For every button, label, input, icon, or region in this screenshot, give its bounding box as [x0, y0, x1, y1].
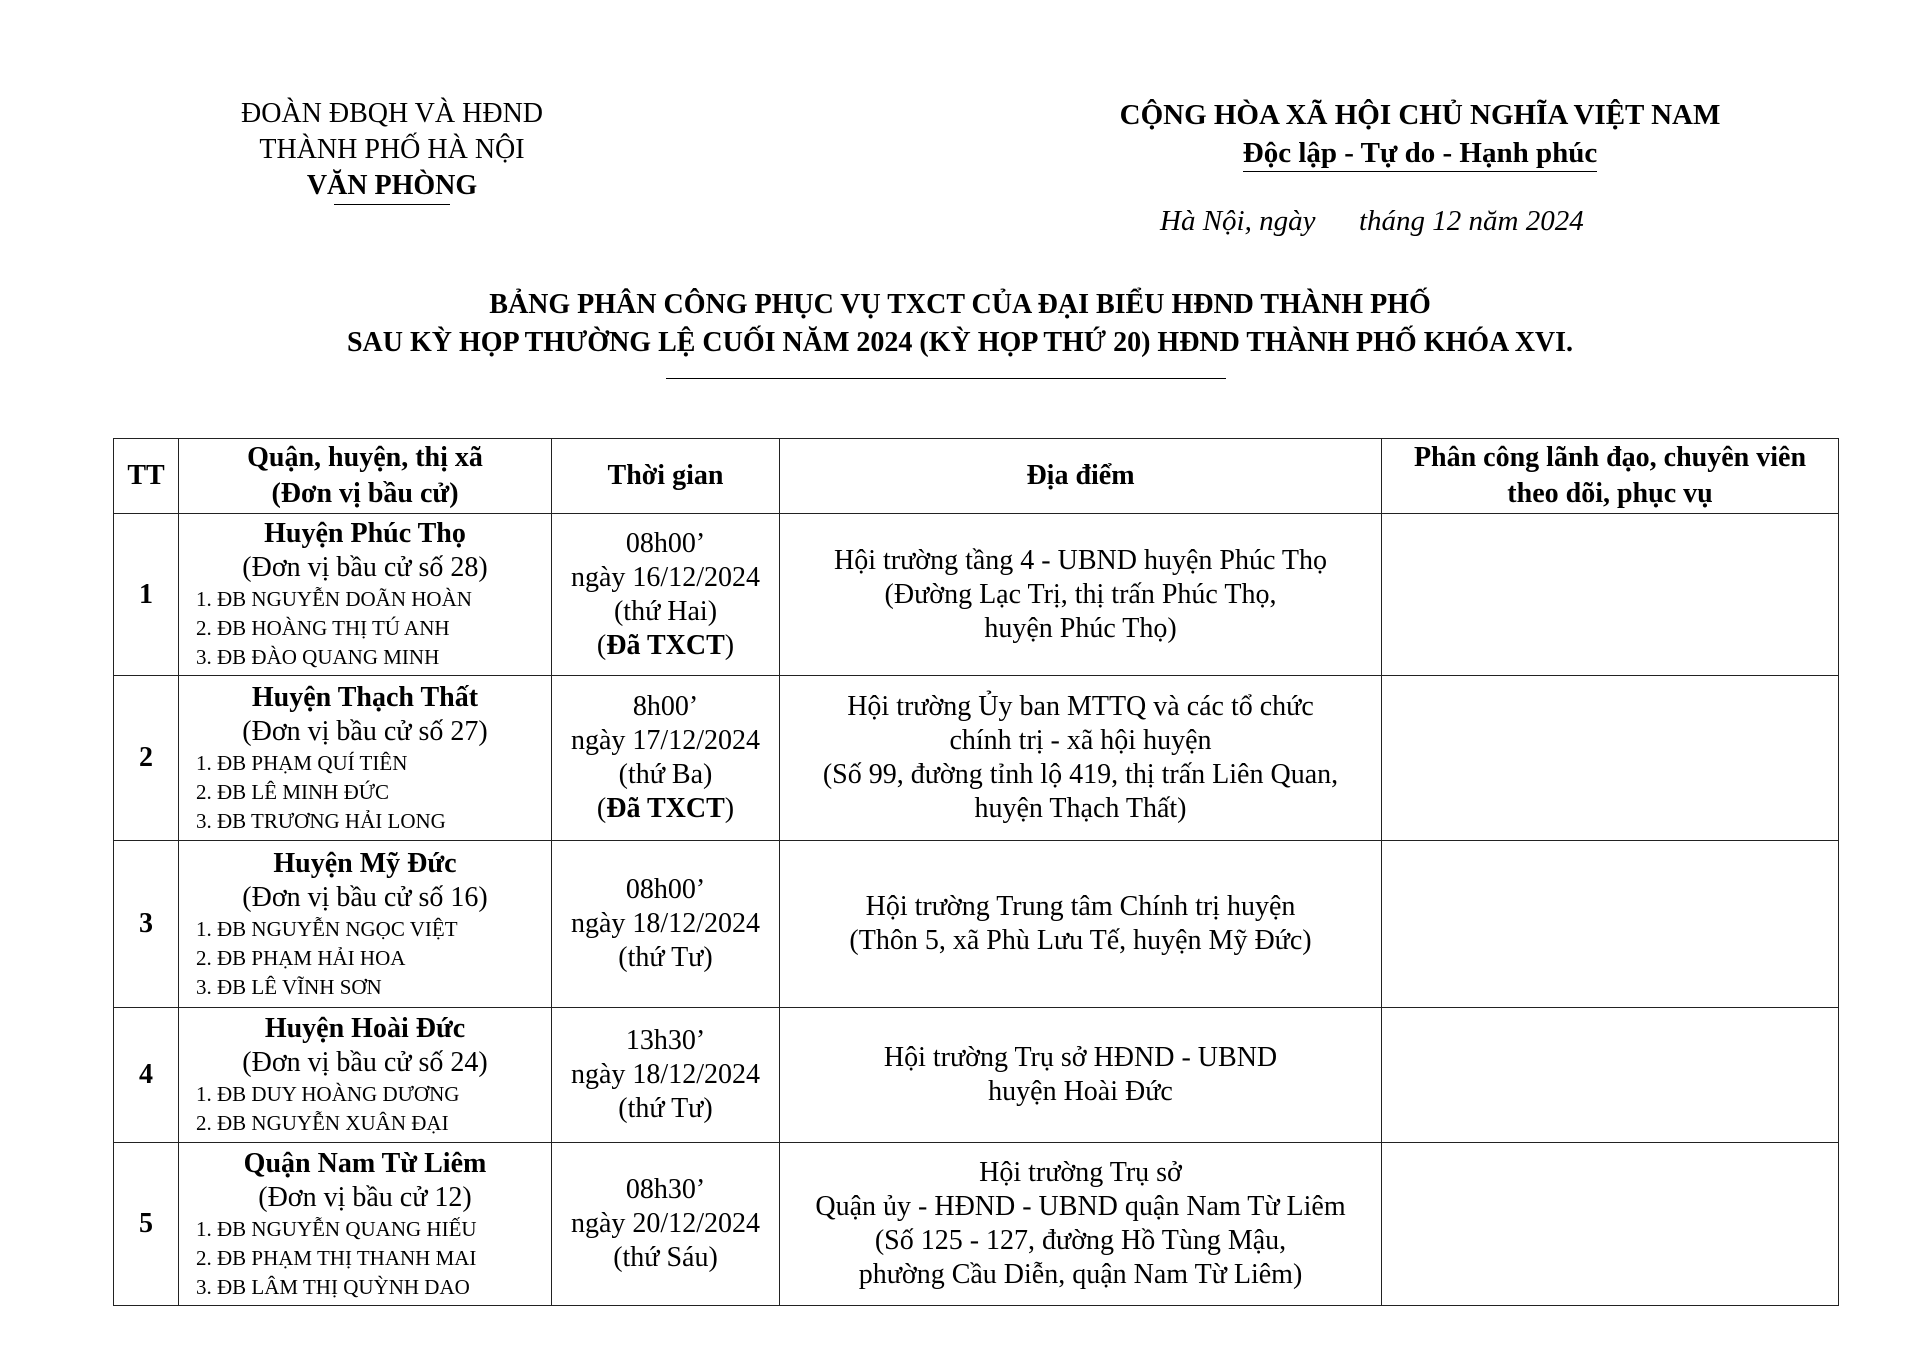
- row-number: 3: [114, 841, 179, 1008]
- place-line: chính trị - xã hội huyện: [949, 725, 1212, 756]
- delegate: 3. ĐB LÊ VĨNH SƠN: [196, 974, 382, 999]
- status-text: [552, 629, 779, 663]
- time-weekday: (thứ Tư): [618, 942, 713, 973]
- national-name: CỘNG HÒA XÃ HỘI CHỦ NGHĨA VIỆT NAM: [1119, 99, 1721, 131]
- place-line: huyện Hoài Đức: [988, 1076, 1173, 1107]
- assign-cell: [1382, 1008, 1839, 1143]
- place-line: (Đường Lạc Trị, thị trấn Phúc Thọ,: [884, 578, 1277, 610]
- document-title: [100, 286, 1820, 362]
- place-cell: [780, 1008, 1382, 1143]
- unit-code: (Đơn vị bầu cử số 24): [242, 1047, 488, 1078]
- time-cell: [552, 1143, 780, 1306]
- time-cell: [552, 514, 780, 676]
- row-number: 5: [114, 1143, 179, 1306]
- place-line: Hội trường tầng 4 - UBND huyện Phúc Thọ: [834, 544, 1327, 576]
- table-header-row: [114, 439, 1839, 514]
- agency-line-2: THÀNH PHỐ HÀ NỘI: [259, 134, 525, 165]
- place-cell: [780, 676, 1382, 841]
- dateline: Hà Nội, ngày tháng 12 năm 2024: [1160, 205, 1584, 237]
- header-time: Thời gian: [552, 439, 780, 514]
- title-line-2: SAU KỲ HỌP THƯỜNG LỆ CUỐI NĂM 2024 (KỲ HỌP THỨ 20) HĐND THÀNH PHỐ KHÓA XVI.: [346, 327, 1574, 358]
- place-cell: [780, 841, 1382, 1008]
- table-row: [114, 514, 1839, 676]
- time-cell: [552, 676, 780, 841]
- time-weekday: (thứ Tư): [618, 1093, 713, 1124]
- table-row: [114, 841, 1839, 1008]
- place-line: Quận ủy - HĐND - UBND quận Nam Từ Liêm: [815, 1191, 1346, 1222]
- delegate: 3. ĐB TRƯƠNG HẢI LONG: [196, 808, 446, 833]
- time-cell: [552, 1008, 780, 1143]
- national-header: [1040, 96, 1800, 172]
- delegate: 1. ĐB DUY HOÀNG DƯƠNG: [196, 1082, 460, 1106]
- delegate: 2. ĐB NGUYỄN XUÂN ĐẠI: [196, 1111, 449, 1135]
- agency-underline: [334, 204, 450, 205]
- assign-cell: [1382, 841, 1839, 1008]
- agency-office: VĂN PHÒNG: [306, 170, 478, 201]
- unit-cell: [179, 1008, 552, 1143]
- unit-code: (Đơn vị bầu cử số 27): [242, 715, 488, 747]
- place-line: huyện Thạch Thất): [974, 793, 1187, 824]
- time-hour: 08h00’: [625, 527, 706, 559]
- delegate: 1. ĐB PHẠM QUÍ TIÊN: [196, 750, 408, 775]
- header-unit-line-1: Quận, huyện, thị xã: [247, 442, 483, 473]
- delegate: 1. ĐB NGUYỄN NGỌC VIỆT: [196, 916, 458, 941]
- status-done: Đã TXCT: [606, 629, 725, 661]
- header-unit-line-2: (Đơn vị bầu cử): [271, 478, 459, 509]
- schedule-table: [113, 438, 1839, 1306]
- place-line: Hội trường Trụ sở HĐND - UBND: [883, 1042, 1278, 1073]
- time-cell: [552, 841, 780, 1008]
- place-line: Hội trường Ủy ban MTTQ và các tổ chức: [847, 691, 1314, 722]
- status-done: Đã TXCT: [606, 793, 725, 824]
- header-assign: [1382, 439, 1839, 514]
- header-assign-line-2: theo dõi, phục vụ: [1507, 478, 1713, 509]
- unit-name: Quận Nam Từ Liêm: [243, 1147, 487, 1179]
- time-hour: 8h00’: [632, 691, 699, 722]
- assign-cell: [1382, 1143, 1839, 1306]
- place-cell: [780, 1143, 1382, 1306]
- place-line: (Số 99, đường tỉnh lộ 419, thị trấn Liên Quan,: [822, 759, 1339, 790]
- header-assign-line-1: Phân công lãnh đạo, chuyên viên: [1413, 442, 1807, 473]
- row-number: 4: [114, 1008, 179, 1143]
- unit-name: Huyện Mỹ Đức: [273, 847, 457, 879]
- time-date: ngày 17/12/2024: [571, 725, 760, 756]
- unit-code: (Đơn vị bầu cử số 16): [242, 881, 488, 913]
- delegate: 1. ĐB NGUYỄN DOÃN HOÀN: [196, 587, 472, 611]
- title-line-1: BẢNG PHÂN CÔNG PHỤC VỤ TXCT CỦA ĐẠI BIỂU HĐND THÀNH PHỐ: [489, 289, 1431, 320]
- assign-cell: [1382, 514, 1839, 676]
- status-text: [552, 792, 779, 826]
- place-line: (Số 125 - 127, đường Hồ Tùng Mậu,: [874, 1225, 1287, 1256]
- unit-cell: [179, 841, 552, 1008]
- unit-name: Huyện Phúc Thọ: [264, 518, 466, 549]
- time-weekday: (thứ Sáu): [613, 1242, 718, 1273]
- table-row: [114, 1008, 1839, 1143]
- table-row: [114, 1143, 1839, 1306]
- assign-cell: [1382, 676, 1839, 841]
- delegate: 3. ĐB LÂM THỊ QUỲNH DAO: [196, 1274, 470, 1299]
- status-open: (: [596, 793, 607, 824]
- time-date: ngày 16/12/2024: [571, 561, 760, 593]
- status-close: ): [724, 793, 735, 824]
- place-line: huyện Phúc Thọ): [984, 612, 1177, 644]
- place-line: Hội trường Trụ sở: [979, 1157, 1182, 1188]
- place-line: phường Cầu Diễn, quận Nam Từ Liêm): [858, 1259, 1303, 1290]
- delegate: 2. ĐB LÊ MINH ĐỨC: [196, 779, 390, 804]
- delegate: 2. ĐB PHẠM HẢI HOA: [196, 945, 406, 970]
- unit-name: Huyện Hoài Đức: [264, 1013, 466, 1044]
- place-line: (Thôn 5, xã Phù Lưu Tế, huyện Mỹ Đức): [849, 925, 1312, 956]
- unit-code: (Đơn vị bầu cử 12): [258, 1181, 472, 1213]
- place-cell: [780, 514, 1382, 676]
- time-date: ngày 20/12/2024: [571, 1208, 760, 1239]
- header-tt: TT: [114, 439, 179, 514]
- time-hour: 08h00’: [625, 874, 706, 905]
- table-row: [114, 676, 1839, 841]
- title-underline: [666, 378, 1226, 379]
- delegate: 2. ĐB PHẠM THỊ THANH MAI: [196, 1245, 477, 1270]
- unit-name: Huyện Thạch Thất: [251, 681, 479, 713]
- agency-header: [196, 96, 588, 204]
- time-weekday: (thứ Ba): [618, 759, 713, 790]
- status-close: ): [724, 629, 735, 661]
- national-motto: Độc lập - Tự do - Hạnh phúc: [1243, 135, 1598, 172]
- time-hour: 08h30’: [625, 1174, 706, 1205]
- row-number: 1: [114, 514, 179, 676]
- time-weekday: (thứ Hai): [613, 595, 718, 627]
- place-line: Hội trường Trung tâm Chính trị huyện: [865, 891, 1296, 922]
- row-number: 2: [114, 676, 179, 841]
- time-date: ngày 18/12/2024: [571, 908, 760, 939]
- unit-cell: [179, 514, 552, 676]
- delegate: 1. ĐB NGUYỄN QUANG HIẾU: [196, 1216, 477, 1241]
- unit-cell: [179, 676, 552, 841]
- header-place: Địa điểm: [780, 439, 1382, 514]
- time-hour: 13h30’: [625, 1025, 706, 1056]
- time-date: ngày 18/12/2024: [571, 1059, 760, 1090]
- unit-cell: [179, 1143, 552, 1306]
- unit-code: (Đơn vị bầu cử số 28): [242, 552, 488, 583]
- delegate: 3. ĐB ĐÀO QUANG MINH: [196, 645, 440, 669]
- agency-line-1: ĐOÀN ĐBQH VÀ HĐND: [240, 98, 544, 129]
- delegate: 2. ĐB HOÀNG THỊ TÚ ANH: [196, 616, 450, 640]
- header-unit: [179, 439, 552, 514]
- status-open: (: [596, 629, 607, 661]
